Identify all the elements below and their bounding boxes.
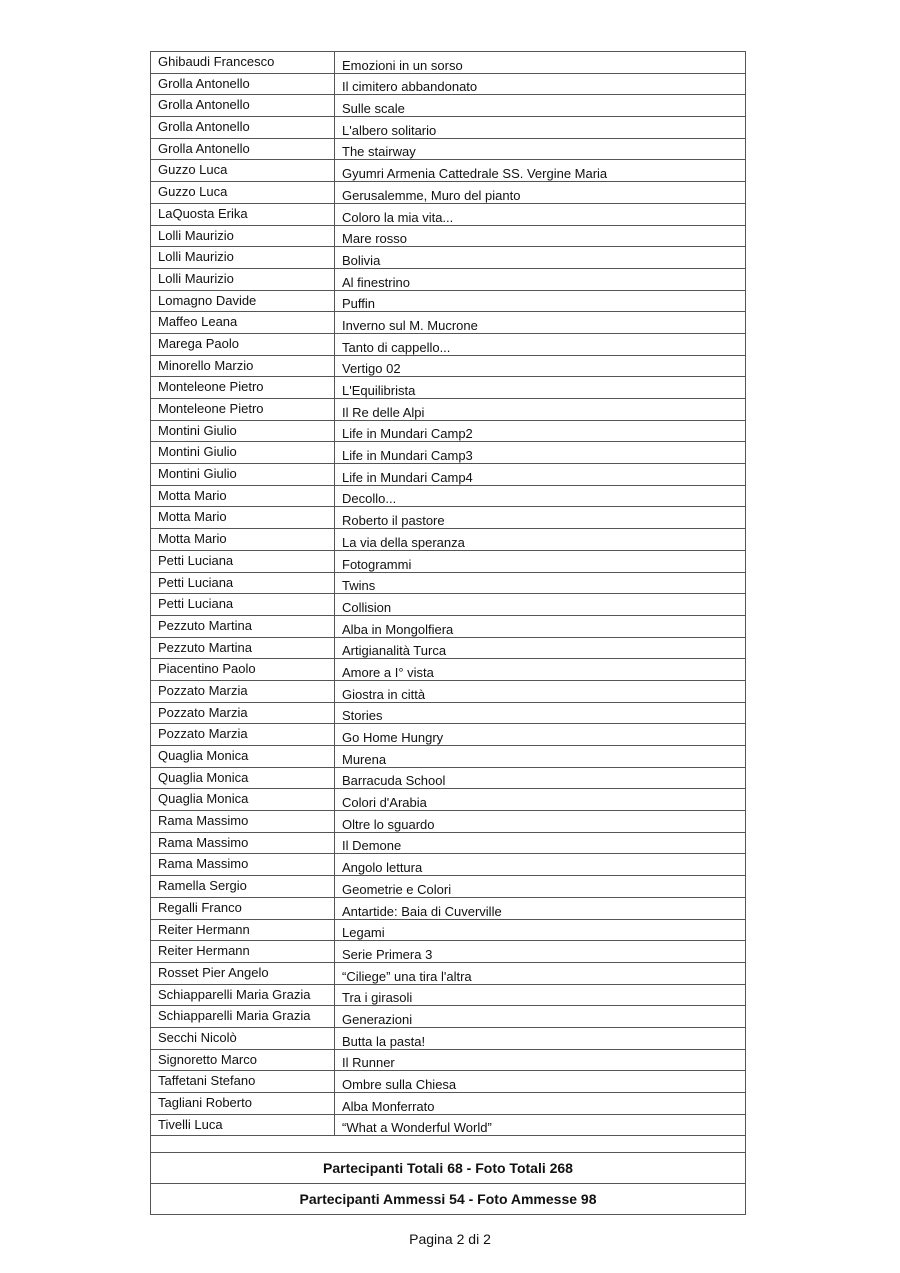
table-row — [151, 832, 746, 854]
author-cell: Lomagno Davide — [151, 290, 335, 312]
photo-title-cell: Butta la pasta! — [335, 1027, 746, 1049]
table-row — [151, 572, 746, 594]
author-cell: Ghibaudi Francesco — [151, 52, 335, 74]
photo-title-cell: Fotogrammi — [335, 550, 746, 572]
author-cell: Motta Mario — [151, 485, 335, 507]
photo-title-cell: Generazioni — [335, 1006, 746, 1028]
table-row — [151, 160, 746, 182]
empty-row — [151, 1136, 745, 1153]
author-cell: Motta Mario — [151, 529, 335, 551]
table-row — [151, 876, 746, 898]
author-cell: Schiapparelli Maria Grazia — [151, 984, 335, 1006]
author-cell: Signoretto Marco — [151, 1049, 335, 1071]
photo-title-cell: Mare rosso — [335, 225, 746, 247]
author-cell: Guzzo Luca — [151, 182, 335, 204]
author-cell: Taffetani Stefano — [151, 1071, 335, 1093]
author-cell: Marega Paolo — [151, 333, 335, 355]
photo-title-cell: Bolivia — [335, 247, 746, 269]
table-row — [151, 941, 746, 963]
author-cell: Grolla Antonello — [151, 73, 335, 95]
table-row — [151, 268, 746, 290]
table-row — [151, 1006, 746, 1028]
table-row — [151, 333, 746, 355]
photo-title-cell: “What a Wonderful World” — [335, 1114, 746, 1136]
table-row — [151, 1027, 746, 1049]
photo-title-cell: Emozioni in un sorso — [335, 52, 746, 74]
table-row — [151, 659, 746, 681]
table-row — [151, 95, 746, 117]
photo-title-cell: Il Re delle Alpi — [335, 399, 746, 421]
author-cell: Pezzuto Martina — [151, 615, 335, 637]
author-cell: Rama Massimo — [151, 832, 335, 854]
photo-title-cell: Inverno sul M. Mucrone — [335, 312, 746, 334]
author-cell: Petti Luciana — [151, 594, 335, 616]
photo-title-cell: Stories — [335, 702, 746, 724]
photo-title-cell: Colori d'Arabia — [335, 789, 746, 811]
photo-title-cell: Life in Mundari Camp2 — [335, 420, 746, 442]
table-row — [151, 767, 746, 789]
table-row — [151, 680, 746, 702]
photo-title-cell: Antartide: Baia di Cuverville — [335, 897, 746, 919]
photo-title-cell: Life in Mundari Camp3 — [335, 442, 746, 464]
author-cell: Tagliani Roberto — [151, 1093, 335, 1115]
table-row — [151, 1049, 746, 1071]
author-cell: LaQuosta Erika — [151, 203, 335, 225]
photo-title-cell: Angolo lettura — [335, 854, 746, 876]
table-row — [151, 897, 746, 919]
photo-title-cell: Alba Monferrato — [335, 1093, 746, 1115]
author-cell: Maffeo Leana — [151, 312, 335, 334]
table-row — [151, 182, 746, 204]
author-cell: Pozzato Marzia — [151, 702, 335, 724]
author-cell: Lolli Maurizio — [151, 225, 335, 247]
photo-title-cell: L'albero solitario — [335, 117, 746, 139]
author-cell: Motta Mario — [151, 507, 335, 529]
photo-title-cell: “Ciliege” una tira l'altra — [335, 962, 746, 984]
table-row — [151, 789, 746, 811]
photo-title-cell: Amore a I° vista — [335, 659, 746, 681]
author-cell: Montini Giulio — [151, 442, 335, 464]
author-cell: Rama Massimo — [151, 811, 335, 833]
table-row — [151, 442, 746, 464]
author-cell: Grolla Antonello — [151, 117, 335, 139]
admitted-line: Partecipanti Ammessi 54 - Foto Ammesse 98 — [299, 1191, 597, 1208]
author-cell: Lolli Maurizio — [151, 268, 335, 290]
table-row — [151, 52, 746, 74]
table-row — [151, 550, 746, 572]
summary-block — [150, 1136, 746, 1215]
table-row — [151, 355, 746, 377]
totals-line: Partecipanti Totali 68 - Foto Totali 268 — [151, 1153, 745, 1184]
photo-title-cell: Go Home Hungry — [335, 724, 746, 746]
photo-title-cell: Gerusalemme, Muro del pianto — [335, 182, 746, 204]
page-number: Pagina 2 di 2 — [409, 1231, 491, 1247]
author-cell: Quaglia Monica — [151, 789, 335, 811]
photo-title-cell: Alba in Mongolfiera — [335, 615, 746, 637]
author-cell: Montini Giulio — [151, 420, 335, 442]
photo-title-cell: Murena — [335, 746, 746, 768]
author-cell: Reiter Hermann — [151, 919, 335, 941]
photo-title-cell: Serie Primera 3 — [335, 941, 746, 963]
author-cell: Monteleone Pietro — [151, 399, 335, 421]
photo-title-cell: Twins — [335, 572, 746, 594]
table-row — [151, 594, 746, 616]
table-row — [151, 724, 746, 746]
photo-title-cell: Oltre lo sguardo — [335, 811, 746, 833]
author-cell: Pezzuto Martina — [151, 637, 335, 659]
photo-title-cell: Artigianalità Turca — [335, 637, 746, 659]
author-cell: Rosset Pier Angelo — [151, 962, 335, 984]
table-row — [151, 919, 746, 941]
author-cell: Quaglia Monica — [151, 746, 335, 768]
author-cell: Pozzato Marzia — [151, 680, 335, 702]
author-cell: Petti Luciana — [151, 572, 335, 594]
entries-table-body — [151, 52, 746, 1136]
table-row — [151, 811, 746, 833]
table-row — [151, 746, 746, 768]
table-row — [151, 485, 746, 507]
photo-title-cell: Barracuda School — [335, 767, 746, 789]
table-row — [151, 529, 746, 551]
author-cell: Grolla Antonello — [151, 138, 335, 160]
photo-title-cell: La via della speranza — [335, 529, 746, 551]
author-cell: Lolli Maurizio — [151, 247, 335, 269]
author-cell: Secchi Nicolò — [151, 1027, 335, 1049]
table-row — [151, 1093, 746, 1115]
author-cell: Quaglia Monica — [151, 767, 335, 789]
photo-title-cell: Tra i girasoli — [335, 984, 746, 1006]
author-cell: Petti Luciana — [151, 550, 335, 572]
photo-title-cell: L'Equilibrista — [335, 377, 746, 399]
author-cell: Monteleone Pietro — [151, 377, 335, 399]
photo-title-cell: The stairway — [335, 138, 746, 160]
photo-title-cell: Giostra in città — [335, 680, 746, 702]
table-row — [151, 377, 746, 399]
photo-title-cell: Decollo... — [335, 485, 746, 507]
author-cell: Montini Giulio — [151, 464, 335, 486]
photo-title-cell: Ombre sulla Chiesa — [335, 1071, 746, 1093]
table-row — [151, 464, 746, 486]
table-row — [151, 507, 746, 529]
author-cell: Guzzo Luca — [151, 160, 335, 182]
table-row — [151, 138, 746, 160]
photo-title-cell: Collision — [335, 594, 746, 616]
table-row — [151, 702, 746, 724]
table-row — [151, 854, 746, 876]
photo-title-cell: Il Demone — [335, 832, 746, 854]
table-row — [151, 984, 746, 1006]
photo-title-cell: Il cimitero abbandonato — [335, 73, 746, 95]
photo-title-cell: Tanto di cappello... — [335, 333, 746, 355]
photo-title-cell: Sulle scale — [335, 95, 746, 117]
table-row — [151, 962, 746, 984]
author-cell: Pozzato Marzia — [151, 724, 335, 746]
table-row — [151, 420, 746, 442]
author-cell: Grolla Antonello — [151, 95, 335, 117]
author-cell: Piacentino Paolo — [151, 659, 335, 681]
photo-title-cell: Puffin — [335, 290, 746, 312]
table-row — [151, 399, 746, 421]
table-row — [151, 1114, 746, 1136]
photo-title-cell: Coloro la mia vita... — [335, 203, 746, 225]
author-cell: Schiapparelli Maria Grazia — [151, 1006, 335, 1028]
photo-title-cell: Il Runner — [335, 1049, 746, 1071]
photo-title-cell: Gyumri Armenia Cattedrale SS. Vergine Maria — [335, 160, 746, 182]
photo-title-cell: Roberto il pastore — [335, 507, 746, 529]
photo-title-cell: Al finestrino — [335, 268, 746, 290]
table-row — [151, 290, 746, 312]
table-row — [151, 73, 746, 95]
table-row — [151, 203, 746, 225]
table-row — [151, 225, 746, 247]
table-row — [151, 117, 746, 139]
table-row — [151, 247, 746, 269]
photo-title-cell: Legami — [335, 919, 746, 941]
photo-title-cell: Vertigo 02 — [335, 355, 746, 377]
table-row — [151, 312, 746, 334]
photo-title-cell: Life in Mundari Camp4 — [335, 464, 746, 486]
author-cell: Tivelli Luca — [151, 1114, 335, 1136]
entries-document — [150, 51, 746, 1215]
table-row — [151, 1071, 746, 1093]
author-cell: Reiter Hermann — [151, 941, 335, 963]
author-cell: Minorello Marzio — [151, 355, 335, 377]
author-cell: Regalli Franco — [151, 897, 335, 919]
author-cell: Rama Massimo — [151, 854, 335, 876]
table-row — [151, 637, 746, 659]
photo-title-cell: Geometrie e Colori — [335, 876, 746, 898]
author-cell: Ramella Sergio — [151, 876, 335, 898]
entries-table — [150, 51, 746, 1136]
table-row — [151, 615, 746, 637]
